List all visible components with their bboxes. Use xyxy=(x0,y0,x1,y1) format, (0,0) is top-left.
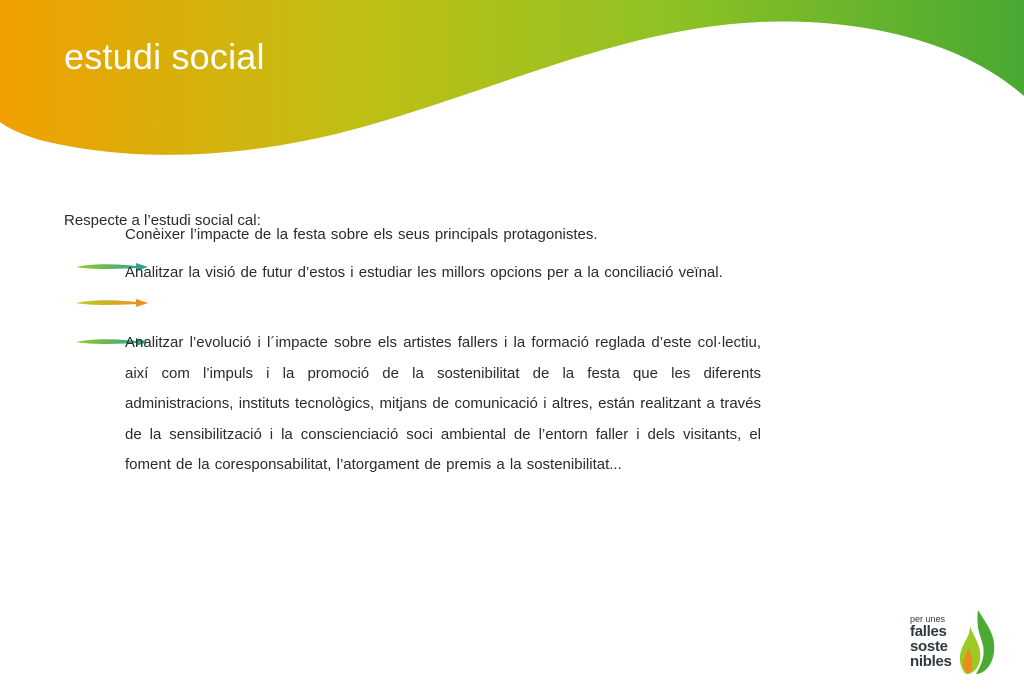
slide-title: estudi social xyxy=(64,36,265,77)
logo-line-2: falles xyxy=(910,623,947,640)
falles-sostenibles-logo xyxy=(910,608,1000,680)
header-wave-banner xyxy=(0,0,1024,170)
logo-line-1: per unes xyxy=(910,614,946,624)
logo-line-4: nibles xyxy=(910,653,952,670)
bullet-2: Analitzar la visió de futur d’estos i estudiar les millors opcions per a la conciliació veïnal. xyxy=(125,264,723,281)
bullet-3: Analitzar l’evolució i l´impacte sobre els artistes fallers i la formació reglada d’este col·lectiu, així com l’impuls i la promoció de la sostenibilitat de la festa que les diferents administracions, instituts tecnològics, mitjans de comunicació i altres, están realitzant a través de la sensibilització i la conscienciació soci ambiental de l’entorn faller i dels visitants, el foment de la coresponsabilitat, l’atorgament de premis a la sostenibilitat... xyxy=(125,334,761,473)
intro-text: Respecte a l’estudi social cal: xyxy=(64,212,261,229)
arrow-orange-icon xyxy=(74,297,150,309)
logo-line-3: soste xyxy=(910,638,948,655)
bullet-1: Conèixer l’impacte de la festa sobre els seus principals protagonistes. xyxy=(125,226,598,243)
flame-icon xyxy=(956,608,998,676)
